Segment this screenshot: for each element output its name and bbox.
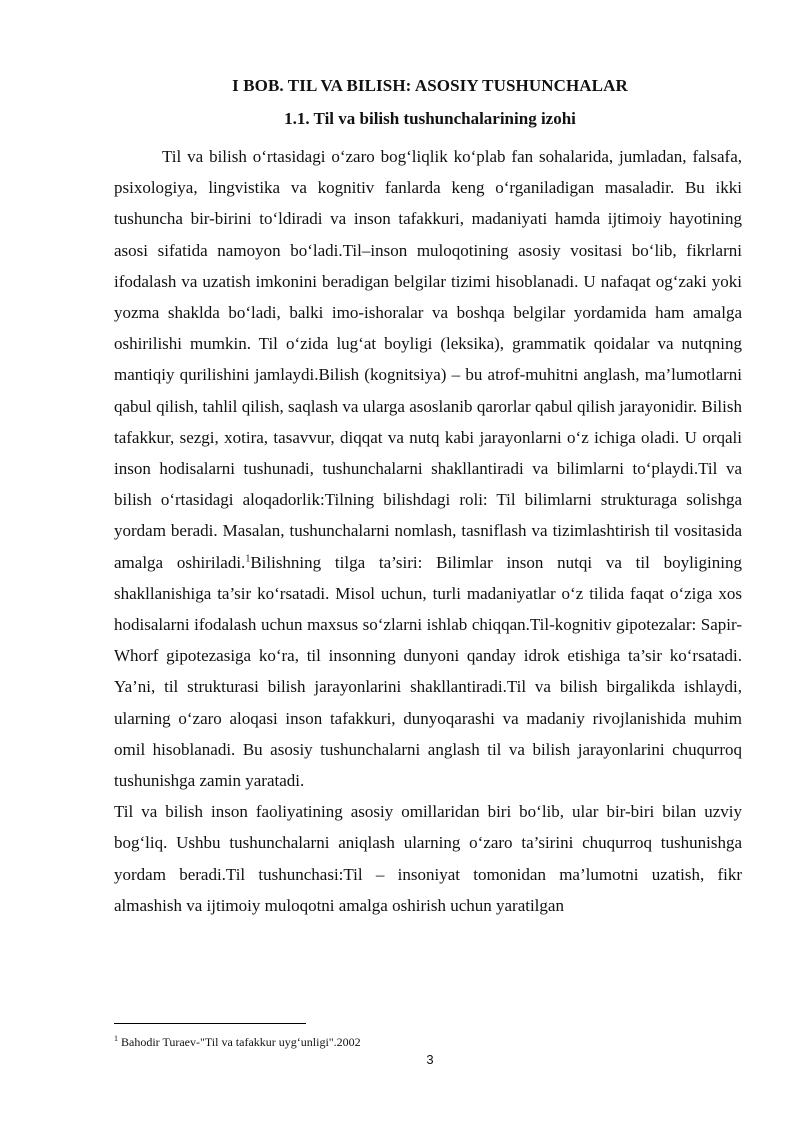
footnote <box>114 1031 742 1050</box>
paragraph-1 <box>114 141 742 796</box>
footnote-divider <box>114 1023 306 1024</box>
section-title: 1.1. Til va bilish tushunchalarining izohi <box>284 109 576 128</box>
paragraph-2: Til va bilish inson faoliyatining asosiy omillaridan biri bo‘lib, ular bir-biri bilan uzviy bog‘liq. Ushbu tushunchalarni aniqlash ularning o‘zaro ta’sirini chuqurroq tushunishga yordam beradi.Til tushunchasi:Til – insoniyat tomonidan ma’lumotni uzatish, fikr almashish va ijtimoiy muloqotni amalga oshirish uchun yaratilgan <box>114 802 742 915</box>
paragraph-1-part-1: Til va bilish o‘rtasidagi o‘zaro bog‘liqlik ko‘plab fan sohalarida, jumladan, falsafa, psixologiya, lingvistika va kognitiv fanlarda keng o‘rganiladigan masaladir. Bu ikki tushuncha bir-birini to‘ldiradi va inson tafakkuri, madaniyati hamda ijtimoiy hayotining asosi sifatida namoyon bo‘ladi.Til–inson muloqotining asosiy vositasi bo‘lib, fikrlarni ifodalash va uzatish imkonini beradigan belgilar tizimi hisoblanadi. U nafaqat og‘zaki yoki yozma shaklda bo‘ladi, balki imo-ishoralar va boshqa belgilar yordamida ham amalga oshirilishi mumkin. Til o‘zida lug‘at boyligi (leksika), grammatik qoidalar va nutqning mantiqiy qurilishini jamlaydi.Bilish (kognitsiya) – bu atrof-muhitni anglash, ma’lumotlarni qabul qilish, tahlil qilish, saqlash va ularga asoslanib qarorlar qabul qilish jarayonidir. Bilish tafakkur, sezgi, xotira, tasavvur, diqqat va nutq kabi jarayonlarni o‘z ichiga oladi. U orqali inson hodisalarni tushunadi, tushunchalarni shakllantiradi va bilimlarni to‘playdi.Til va bilish o‘rtasidagi aloqadorlik:Tilning bilishdagi roli: Til bilimlarni strukturaga solishga yordam beradi. Masalan, tushunchalarni nomlash, tasniflash va tizimlashtirish til vositasida amalga oshiriladi. <box>114 147 742 572</box>
paragraph-1-part-2: Bilishning tilga ta’siri: Bilimlar inson nutqi va til boyligining shakllanishiga ta’sir ko‘rsatadi. Misol uchun, turli madaniyatlar o‘z tilida faqat o‘ziga xos hodisalarni ifodalash uchun maxsus so‘zlarni ishlab chiqqan.Til-kognitiv gipotezalar: Sapir-Whorf gipotezasiga ko‘ra, til insonning dunyoni qanday idrok etishiga ta’sir ko‘rsatadi. Ya’ni, til strukturasi bilish jarayonlarini shakllantiradi.Til va bilish birgalikda ishlaydi, ularning o‘zaro aloqasi inson tafakkuri, dunyoqarashi va madaniy rivojlanishida muhim omil hisoblanadi. Bu asosiy tushunchalarni anglash til va bilish jarayonlarini chuqurroq tushunishga zamin yaratadi. <box>114 552 742 791</box>
footnote-reference[interactable]: 1 <box>245 552 251 564</box>
footnote-number: 1 <box>114 1034 118 1043</box>
chapter-title: I BOB. TIL VA BILISH: ASOSIY TUSHUNCHALAR <box>232 76 628 95</box>
body-text <box>114 141 742 921</box>
footnote-text: Bahodir Turaev-"Til va tafakkur uyg‘unligi".2002 <box>118 1035 361 1049</box>
page-number: 3 <box>426 1052 434 1067</box>
